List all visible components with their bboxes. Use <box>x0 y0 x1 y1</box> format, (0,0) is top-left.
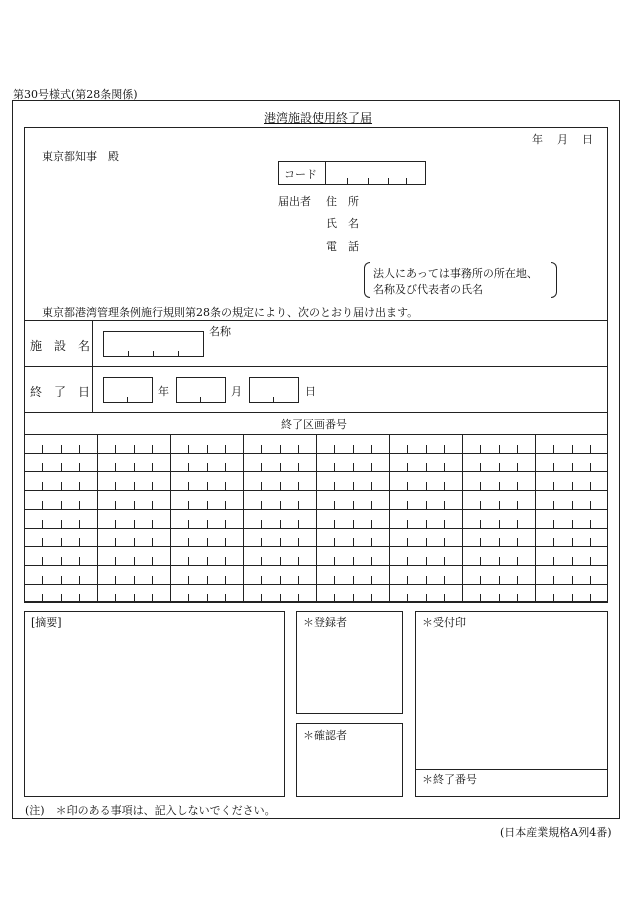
applicant-label: 届出者 <box>278 195 311 208</box>
end-year-input[interactable] <box>103 377 153 403</box>
end-month-label: 月 <box>231 385 242 398</box>
note-bracket-left <box>364 262 370 298</box>
facility-label: 施 設 名 <box>30 339 91 353</box>
phone-label: 電 話 <box>326 240 359 253</box>
end-day-label: 日 <box>305 385 316 398</box>
paper-size: (日本産業規格A列4番) <box>500 826 612 839</box>
addressee: 東京都知事 殿 <box>42 150 119 163</box>
date-year-label: 年 <box>532 133 543 146</box>
registrar-label: ＊登録者 <box>303 616 347 629</box>
end-day-input[interactable] <box>249 377 299 403</box>
date-day-label: 日 <box>582 133 593 146</box>
form-number: 第30号様式(第28条関係) <box>13 88 138 101</box>
form-title: 港湾施設使用終了届 <box>264 111 373 125</box>
date-month-label: 月 <box>557 133 568 146</box>
confirmer-label: ＊確認者 <box>303 729 347 742</box>
remarks-label: [摘要] <box>31 616 62 629</box>
corporate-note-line-2: 名称及び代表者の氏名 <box>373 283 483 296</box>
address-label: 住 所 <box>326 195 359 208</box>
section-numbers-header: 終了区画番号 <box>281 418 347 431</box>
receipt-stamp-label: ＊受付印 <box>422 616 466 629</box>
corporate-note-line-1: 法人にあっては事務所の所在地、 <box>373 267 538 280</box>
end-number-label: ＊終了番号 <box>422 773 477 786</box>
code-input[interactable] <box>326 162 425 184</box>
phone-field[interactable] <box>372 235 602 253</box>
remarks-box[interactable] <box>24 611 285 797</box>
note-bracket-right <box>551 262 557 298</box>
footnote: (注) ＊印のある事項は、記入しないでください。 <box>25 804 276 817</box>
end-year-label: 年 <box>158 385 169 398</box>
name-field[interactable] <box>372 212 602 230</box>
statement: 東京都港湾管理条例施行規則第28条の規定により、次のとおり届け出ます。 <box>42 306 419 319</box>
address-field[interactable] <box>372 190 602 208</box>
code-label: コード <box>284 168 317 181</box>
end-month-input[interactable] <box>176 377 226 403</box>
name-label: 氏 名 <box>326 217 359 230</box>
end-date-label: 終 了 日 <box>30 385 91 399</box>
facility-name-label: 名称 <box>209 325 231 338</box>
